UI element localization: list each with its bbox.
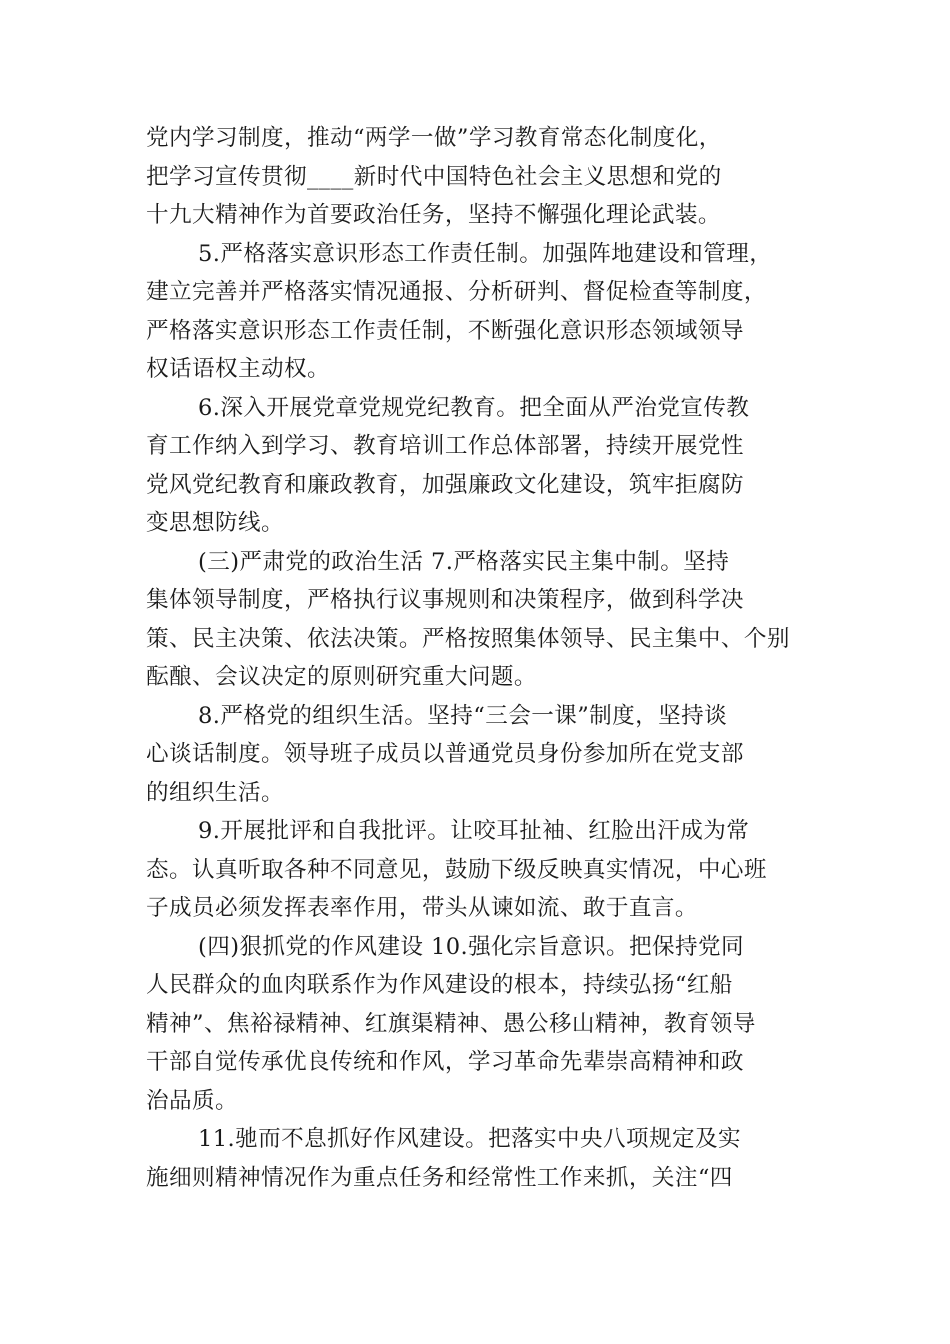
paragraph-start-line: 8.严格党的组织生活。坚持“三会一课”制度，坚持谈 — [198, 702, 728, 729]
text-line: 建立完善并严格落实情况通报、分析研判、督促检查等制度， — [146, 279, 767, 305]
paragraph-start-line: (三)严肃党的政治生活 7.严格落实民主集中制。坚持 — [198, 548, 730, 575]
text-line: 十九大精神作为首要政治任务，坚持不懈强化理论武装。 — [146, 202, 721, 228]
text-line: 施细则精神情况作为重点任务和经常性工作来抓，关注“四 — [146, 1164, 733, 1191]
paragraph-start-line: (四)狠抓党的作风建设 10.强化宗旨意识。把保持党同 — [198, 933, 745, 960]
text-line: 党风党纪教育和廉政教育，加强廉政文化建设，筑牢拒腐防 — [146, 471, 744, 498]
paragraph-start-line: 11.驰而不息抓好作风建设。把落实中央八项规定及实 — [198, 1126, 741, 1152]
text-line: 严格落实意识形态工作责任制，不断强化意识形态领域领导 — [146, 317, 744, 344]
text-line: 变思想防线。 — [146, 510, 284, 536]
text-line: 精神”、焦裕禄精神、红旗渠精神、愚公移山精神，教育领导 — [146, 1010, 756, 1037]
text-line: 人民群众的血肉联系作为作风建设的根本，持续弘扬“红船 — [146, 972, 733, 998]
paragraph-start-line: 9.开展批评和自我批评。让咬耳扯袖、红脸出汗成为常 — [198, 818, 750, 844]
text-line: 子成员必须发挥表率作用，带头从谏如流、敢于直言。 — [146, 895, 698, 921]
text-line: 酝酿、会议决定的原则研究重大问题。 — [146, 664, 537, 690]
text-line: 把学习宣传贯彻____新时代中国特色社会主义思想和党的 — [146, 163, 722, 190]
text-line: 集体领导制度，严格执行议事规则和决策程序，做到科学决 — [146, 587, 744, 613]
text-line: 干部自觉传承优良传统和作风，学习革命先辈崇高精神和政 — [146, 1049, 744, 1075]
text-line: 党内学习制度，推动“两学一做”学习教育常态化制度化， — [146, 125, 722, 151]
text-line: 育工作纳入到学习、教育培训工作总体部署，持续开展党性 — [146, 433, 744, 459]
text-line: 态。认真听取各种不同意见，鼓励下级反映真实情况，中心班 — [146, 856, 767, 883]
text-line: 治品质。 — [146, 1087, 238, 1114]
text-line: 的组织生活。 — [146, 779, 284, 806]
text-line: 权话语权主动权。 — [146, 356, 330, 382]
paragraph-start-line: 6.深入开展党章党规党纪教育。把全面从严治党宣传教 — [198, 394, 750, 421]
document-body — [146, 119, 826, 1197]
text-line: 策、民主决策、依法决策。严格按照集体领导、民主集中、个别 — [146, 625, 790, 652]
paragraph-start-line: 5.严格落实意识形态工作责任制。加强阵地建设和管理， — [198, 240, 773, 267]
text-line: 心谈话制度。领导班子成员以普通党员身份参加所在党支部 — [146, 741, 744, 767]
